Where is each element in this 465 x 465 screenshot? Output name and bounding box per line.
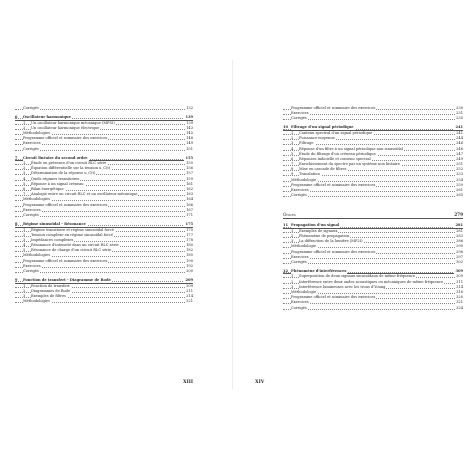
dot-leader (15, 150, 193, 151)
toc-entry-title: Corrigés (23, 212, 39, 217)
toc-entry-number: 1 (291, 130, 294, 135)
toc-entry-title: Diagrammes de Bode (31, 288, 71, 293)
toc-entry-page: 221 (186, 299, 193, 304)
toc-entry-title: Corrigés (23, 269, 39, 274)
toc-entry-page: 214 (186, 294, 193, 298)
toc-entry-page: 209 (185, 278, 193, 283)
toc-entry-page: 316 (456, 290, 463, 295)
toc-entry-title: Programme officiel et sommaire des exercices (23, 258, 108, 263)
toc-entry-page: 254 (456, 177, 463, 182)
toc-entry-number: 4 (23, 243, 26, 248)
toc-entry-number: 5 (23, 248, 26, 253)
toc-entry-number: 11 (283, 223, 289, 228)
toc-entry-number: 2 (291, 233, 294, 238)
toc-right (283, 106, 463, 311)
toc-entry-title: Bilan énergétique (31, 187, 64, 192)
toc-entry-page: 139 (186, 120, 193, 125)
toc-entry-page: 261 (456, 188, 463, 193)
toc-entry-number: 4 (291, 146, 294, 151)
toc-entry-title: Superposition de deux signaux sinusoïdaux de même fréquence (299, 274, 416, 279)
toc-entry-page: 246 (456, 146, 463, 151)
toc-entry-title: Méthodologies (23, 299, 50, 304)
toc-entry-page: 297 (456, 254, 463, 259)
toc-entry-page: 145 (186, 130, 193, 135)
toc-entry-page: 155 (185, 155, 193, 160)
toc-entry-number: 2 (291, 136, 294, 141)
toc-entry-title: Équation différentielle sur la tension u_C(t) (31, 166, 111, 171)
toc-entry-title: Un oscillateur harmonique mécanique (MPSI) (31, 120, 115, 125)
dot-leader (15, 272, 193, 273)
toc-entry-page: 185 (186, 253, 193, 258)
toc-entry-page: 192 (186, 263, 193, 268)
dot-leader (15, 211, 193, 212)
toc-entry-page: 265 (456, 193, 463, 198)
toc-entry-page: 249 (456, 156, 463, 161)
toc-entry-page: 175 (186, 227, 193, 232)
toc-entry-page: 281 (456, 228, 463, 233)
left-page (0, 0, 232, 465)
toc-entry-title: Programme officiel et sommaire des exercices (23, 136, 108, 141)
page-number: XIII (183, 380, 194, 385)
toc-entry-page: 320 (456, 295, 463, 300)
toc-entry-number: 8 (291, 167, 294, 172)
toc-entry-number: 6 (23, 187, 26, 192)
toc-entry-title: Quels régimes transitoires (31, 176, 80, 181)
toc-entry-title: Exemples de signaux (299, 228, 338, 233)
toc-entry-title: Fonction de transfert (31, 283, 70, 288)
toc-entry-page: 156 (186, 166, 193, 171)
dot-leader (15, 267, 193, 268)
toc-entry-title: Détermination de la réponse u_C(t) (31, 171, 96, 176)
toc-entry-title: Interférence lumineuses avec les trous d'Young (299, 284, 386, 289)
toc-entry-page: 314 (456, 284, 463, 289)
toc-entry-page: 241 (456, 130, 463, 135)
right-page (233, 0, 465, 465)
toc-entry-title: Enrichissement du spectre par un système non linéaire (299, 162, 400, 167)
toc-item-row[interactable] (283, 306, 463, 311)
toc-entry-number: 3 (291, 141, 294, 146)
toc-entry-page: 132 (186, 106, 193, 110)
toc-entry-page: 209 (186, 283, 193, 288)
dot-leader (15, 216, 193, 217)
toc-entry-title: Analogie entre un circuit RLC et un oscillateur mécanique (31, 192, 138, 197)
toc-entry-title: Réponses indicielle et contenu spectral (299, 156, 371, 161)
toc-entry-title: Étude du filtrage d'un créneau périodique (299, 151, 376, 156)
toc-entry-number: 6 (291, 156, 294, 161)
toc-entry-page: 164 (186, 197, 193, 202)
dot-leader (283, 258, 463, 259)
toc-entry-page: 241 (455, 125, 463, 130)
toc-entry-title: Exercices (291, 188, 309, 193)
toc-entry-title: Régime sinusoïdal - Résonance (23, 221, 86, 226)
toc-item-row[interactable] (15, 213, 193, 218)
toc-entry-number: 2 (23, 125, 26, 130)
toc-entry-page: 324 (456, 305, 463, 310)
toc-entry-title: Ondes (283, 212, 296, 218)
heading-rule (283, 218, 463, 219)
toc-entry-title: Corrigés (291, 259, 307, 264)
dot-leader (283, 119, 463, 120)
toc-left (15, 106, 193, 304)
toc-entry-page: 309 (456, 274, 463, 279)
toc-entry-page: 149 (186, 141, 193, 146)
toc-entry-title: La diffraction de la lumière (MP2I) (299, 239, 363, 244)
toc-entry-title: Programme officiel et sommaire des exercices (291, 295, 376, 300)
toc-entry-page: 279 (454, 212, 463, 218)
toc-item-row[interactable] (15, 299, 193, 304)
toc-entry-page: 253 (456, 172, 463, 177)
toc-entry-number: 4 (23, 176, 26, 181)
toc-entry-page: 151 (186, 146, 193, 151)
toc-entry-title: Corrigés (23, 146, 39, 151)
toc-entry-title: Exemples de filtres (31, 294, 66, 298)
toc-entry-page: 161 (186, 181, 193, 186)
toc-entry-title: Corrigés (291, 193, 307, 198)
toc-entry-page: 211 (186, 288, 193, 293)
toc-entry-page: 139 (185, 114, 193, 119)
toc-entry-title: Oscillateur harmonique (23, 114, 71, 119)
toc-entry-number: 12 (283, 268, 289, 273)
toc-entry-title: Résonance d'intensité dans un circuit RLC série (31, 243, 119, 248)
toc-entry-title: Exercices (23, 141, 41, 146)
toc-entry-number: 8 (15, 221, 18, 226)
toc-entry-page: 200 (186, 269, 193, 274)
toc-entry-title: Réponse à un signal créneau (31, 181, 84, 186)
toc-entry-page: 247 (456, 151, 463, 156)
toc-entry-title: Méthodologie (291, 244, 317, 249)
toc-entry-number: 9 (15, 278, 18, 283)
toc-entry-title: Mise en cascade de filtres (299, 167, 347, 172)
toc-item-row[interactable] (15, 269, 193, 274)
toc-entry-title: Translation (299, 172, 320, 177)
toc-entry-page: 157 (186, 171, 193, 176)
toc-entry-title: Phénomène de propagation (299, 233, 350, 238)
dot-leader (283, 196, 463, 197)
toc-entry-title: Méthodologie (291, 177, 317, 182)
dot-leader (15, 144, 193, 145)
dot-leader (283, 114, 463, 115)
toc-entry-page: 230 (456, 106, 463, 110)
toc-entry-title: Filtrage d'un signal périodique (291, 125, 354, 130)
toc-entry-number: 7 (23, 192, 26, 197)
toc-entry-number: 9 (291, 172, 294, 177)
toc-entry-page: 290 (456, 244, 463, 249)
toc-entry-page: 159 (186, 176, 193, 181)
toc-entry-title: Résonance de charge d'un circuit RLC série (31, 248, 112, 253)
toc-item-row[interactable] (15, 147, 193, 152)
toc-entry-number: 7 (291, 162, 294, 167)
toc-entry-page: 246 (456, 141, 463, 146)
toc-entry-page: 155 (186, 161, 193, 166)
toc-entry-page: 259 (456, 182, 463, 187)
toc-entry-page: 309 (455, 268, 463, 273)
toc-entry-title: Exercices (291, 300, 309, 305)
toc-entry-page: 180 (186, 243, 193, 248)
toc-item-row[interactable] (283, 193, 463, 198)
toc-item-row[interactable] (283, 116, 463, 121)
toc-entry-number: 3 (291, 239, 294, 244)
dot-leader (15, 109, 193, 110)
toc-part-row[interactable] (283, 210, 463, 219)
toc-entry-title: Réponse d'un filtre à un signal périodique non sinusoïdal (299, 146, 403, 151)
dot-leader (283, 263, 463, 264)
toc-entry-number: 5 (23, 181, 26, 186)
toc-entry-title: Méthodologie (291, 290, 317, 295)
toc-entry-page: 143 (186, 125, 193, 130)
toc-entry-number: 3 (291, 284, 294, 289)
dot-leader (283, 303, 463, 304)
toc-entry-number: 3 (23, 237, 26, 242)
toc-entry-number: 7 (15, 155, 18, 160)
toc-entry-page: 171 (186, 212, 193, 217)
toc-entry-title: Impédances complexes (31, 237, 74, 242)
toc-entry-page: 251 (456, 162, 463, 167)
toc-entry-page: 252 (456, 167, 463, 172)
dot-leader (283, 191, 463, 192)
toc-entry-page: 286 (456, 239, 463, 244)
toc-entry-number: 3 (23, 294, 26, 298)
toc-entry-page: 163 (186, 192, 193, 197)
toc-entry-number: 2 (23, 288, 26, 293)
toc-entry-page: 281 (455, 223, 463, 228)
toc-entry-title: Fonction de transfert - Diagramme de Bode (23, 278, 111, 283)
toc-entry-title: Interférence entre deux ondes acoustiques ou mécaniques de même fréquence (299, 279, 444, 284)
toc-entry-title: Corrigés (291, 305, 307, 310)
toc-entry-page: 244 (456, 136, 463, 141)
toc-entry-number: 2 (291, 279, 294, 284)
toc-entry-page: 235 (456, 116, 463, 121)
toc-entry-page: 311 (456, 279, 463, 284)
toc-entry-page: 182 (186, 248, 193, 253)
dot-leader (283, 309, 463, 310)
toc-entry-title: Programme officiel et sommaire des exercices (291, 182, 376, 187)
toc-entry-page: 148 (186, 136, 193, 141)
page-number: XIV (255, 380, 265, 385)
toc-entry-title: Méthodologies (23, 130, 50, 135)
toc-entry-number: 3 (23, 171, 26, 176)
toc-entry-title: Contenu spectral d'un signal périodique (299, 130, 373, 135)
toc-entry-page: 296 (456, 249, 463, 254)
toc-entry-page: 175 (185, 221, 193, 226)
toc-entry-title: Méthodologies (23, 197, 50, 202)
toc-entry-title: Programme officiel et sommaire des exercices (291, 249, 376, 254)
toc-entry-page: 167 (186, 207, 193, 212)
toc-entry-title: Exercices (291, 254, 309, 259)
toc-entry-title: Régime transitoire et régime sinusoïdal forcé (31, 227, 114, 232)
toc-entry-title: Exercices (23, 207, 41, 212)
toc-entry-page: 231 (456, 111, 463, 116)
toc-entry-page: 190 (186, 258, 193, 263)
toc-entry-page: 177 (186, 232, 193, 237)
toc-entry-title: Propagation d'un signal (291, 223, 340, 228)
toc-entry-title: Étude en présence d'un circuit RLC série (31, 161, 107, 166)
toc-entry-number: 2 (23, 166, 26, 171)
toc-entry-number: 1 (291, 274, 294, 279)
toc-entry-page: 302 (456, 259, 463, 264)
toc-entry-title: Puissance moyenne (299, 136, 335, 141)
toc-entry-title: Phénomène d'interférences (291, 268, 347, 273)
toc-entry-title: Un oscillateur harmonique électrique (31, 125, 100, 130)
toc-entry-number: 10 (283, 125, 289, 130)
toc-entry-title: Programme officiel et sommaire des exercices (23, 202, 108, 207)
toc-entry-number: 1 (291, 228, 294, 233)
toc-entry-number: 1 (23, 227, 26, 232)
toc-entry-number: 6 (15, 114, 18, 119)
toc-entry-page: 283 (456, 233, 463, 238)
toc-entry-title: Exercices (23, 263, 41, 268)
toc-entry-number: 1 (23, 161, 26, 166)
toc-entry-title: Circuit linéaire du second ordre (23, 155, 88, 160)
toc-entry-title: Tension complexe en régime sinusoïdal forcé (31, 232, 114, 237)
toc-entry-page: 178 (186, 237, 193, 242)
toc-entry-title: Corrigés (23, 106, 39, 110)
toc-entry-title: Programme officiel et sommaire des exercices (291, 106, 376, 110)
toc-item-row[interactable] (283, 260, 463, 265)
toc-entry-page: 166 (186, 202, 193, 207)
toc-entry-title: Exercices (291, 111, 309, 116)
toc-entry-title: Filtrage (299, 141, 314, 146)
toc-entry-page: 321 (456, 300, 463, 305)
toc-item-row[interactable] (15, 106, 193, 111)
toc-entry-page: 162 (186, 187, 193, 192)
toc-entry-title: Corrigés (291, 116, 307, 121)
toc-entry-number: 1 (23, 283, 26, 288)
toc-entry-number: 1 (23, 120, 26, 125)
toc-entry-title: Méthodologies (23, 253, 50, 258)
toc-entry-number: 2 (23, 232, 26, 237)
toc-entry-number: 5 (291, 151, 294, 156)
